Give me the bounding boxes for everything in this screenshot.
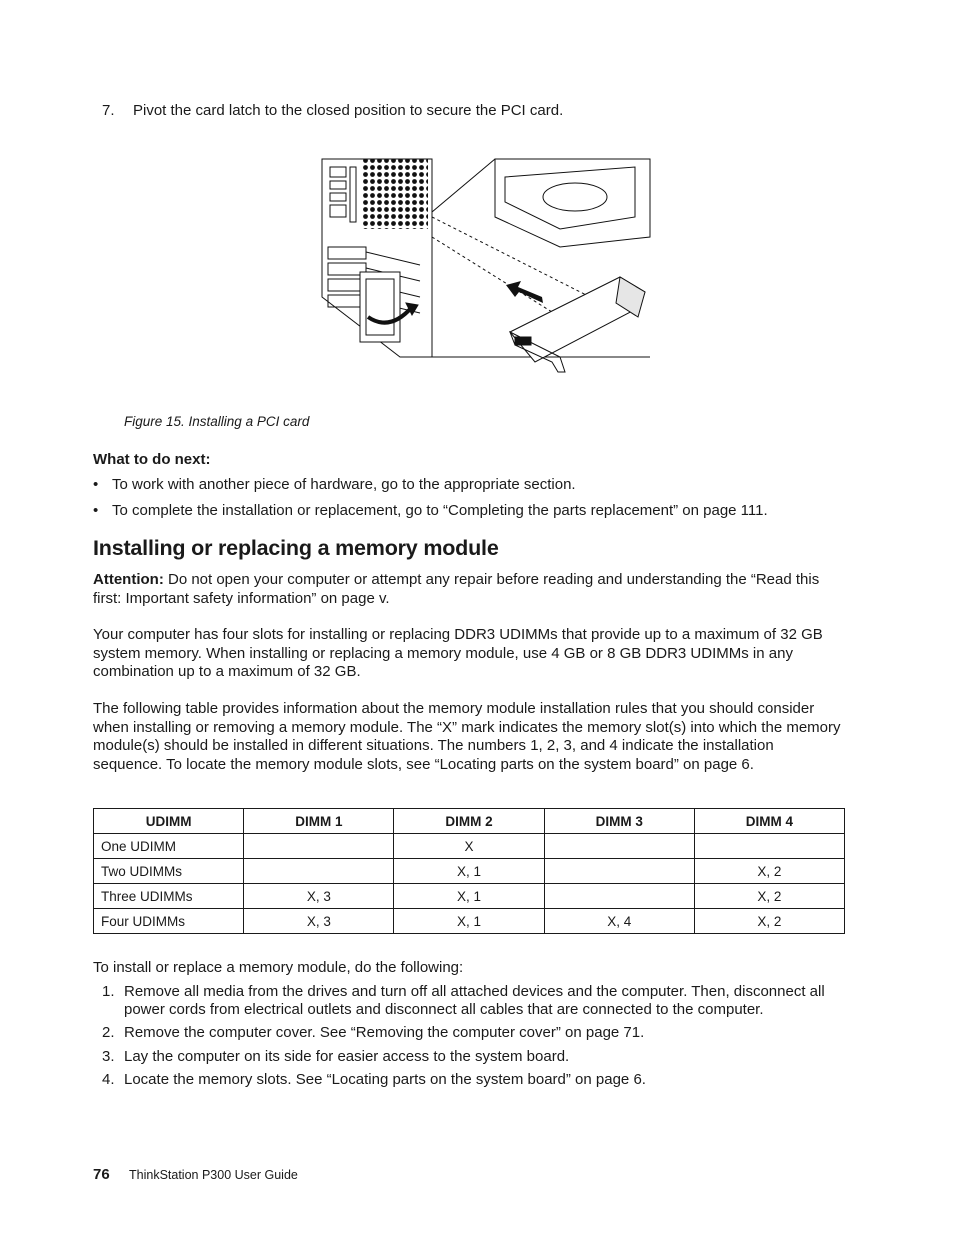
page-number: 76 bbox=[93, 1166, 110, 1183]
table-cell: X, 1 bbox=[394, 884, 544, 909]
attention-text: Do not open your computer or attempt any repair before reading and understanding the “Read this first: Important safety information” on page v. bbox=[93, 571, 820, 607]
next-heading: What to do next: bbox=[93, 451, 211, 468]
table-row bbox=[94, 834, 845, 859]
table-cell: X, 1 bbox=[394, 909, 544, 934]
table-cell: X, 2 bbox=[694, 909, 844, 934]
header-dimm4: DIMM 4 bbox=[694, 809, 844, 834]
step-number: 4. bbox=[102, 1071, 115, 1088]
footer-title: ThinkStation P300 User Guide bbox=[129, 1168, 298, 1182]
table-cell bbox=[544, 834, 694, 859]
pci-card-illustration bbox=[320, 157, 654, 373]
table-cell: Four UDIMMs bbox=[94, 909, 244, 934]
procedure-step bbox=[102, 983, 847, 1018]
header-dimm1: DIMM 1 bbox=[244, 809, 394, 834]
section-title: Installing or replacing a memory module bbox=[93, 536, 499, 560]
table-cell: X bbox=[394, 834, 544, 859]
table-cell: Three UDIMMs bbox=[94, 884, 244, 909]
procedure-step bbox=[102, 1071, 847, 1089]
table-cell: Two UDIMMs bbox=[94, 859, 244, 884]
table-cell: X, 3 bbox=[244, 909, 394, 934]
table-cell: X, 2 bbox=[694, 884, 844, 909]
step-number: 3. bbox=[102, 1047, 115, 1065]
step-text: Lay the computer on its side for easier access to the system board. bbox=[124, 1047, 570, 1065]
header-udimm: UDIMM bbox=[94, 809, 244, 834]
table-row bbox=[94, 859, 845, 884]
table-cell bbox=[544, 884, 694, 909]
table-cell bbox=[244, 859, 394, 884]
table-cell: X, 4 bbox=[544, 909, 694, 934]
table-cell: X, 3 bbox=[244, 884, 394, 909]
figure-caption: Figure 15. Installing a PCI card bbox=[124, 414, 310, 429]
procedure-steps bbox=[102, 983, 847, 1089]
list-item: • To work with another piece of hardware, go to the appropriate section. bbox=[93, 476, 853, 494]
step-text: Remove the computer cover. See “Removing the computer cover” on page 71. bbox=[124, 1024, 645, 1041]
table-cell bbox=[244, 834, 394, 859]
table-header-row bbox=[94, 809, 845, 834]
table-row bbox=[94, 909, 845, 934]
attention-label: Attention: bbox=[93, 571, 164, 588]
table-cell bbox=[694, 834, 844, 859]
paragraph-table-intro: The following table provides information about the memory module installation rules that you should consider when installing or removing a memory module. The “X” mark indicates the memory slot(s) into which the memory module(s) should be installed in different situations. The numbers 1, 2, 3, and 4 indicate the installation sequence. To locate the memory module slots, see “Locating parts on the system board” on page 6. bbox=[93, 700, 841, 773]
step-number: 7. bbox=[102, 102, 115, 119]
table-cell bbox=[544, 859, 694, 884]
table-cell: X, 1 bbox=[394, 859, 544, 884]
step-text: Remove all media from the drives and turn off all attached devices and the computer. Then, disconnect all power cords from electrical outlets and disconnect all cables that are connected to the computer. bbox=[124, 983, 825, 1018]
table-cell: One UDIMM bbox=[94, 834, 244, 859]
list-item: • To complete the installation or replacement, go to “Completing the parts replacement” on page 111. bbox=[93, 502, 853, 520]
next-list bbox=[93, 476, 853, 520]
header-dimm3: DIMM 3 bbox=[544, 809, 694, 834]
table-cell: X, 2 bbox=[694, 859, 844, 884]
step-number: 1. bbox=[102, 983, 115, 1000]
attention-paragraph bbox=[93, 571, 843, 608]
header-dimm2: DIMM 2 bbox=[394, 809, 544, 834]
procedure-step bbox=[102, 1048, 847, 1066]
step-7 bbox=[102, 102, 563, 120]
step-text: Locate the memory slots. See “Locating parts on the system board” on page 6. bbox=[124, 1071, 646, 1088]
table-row bbox=[94, 884, 845, 909]
step-number: 2. bbox=[102, 1024, 115, 1041]
paragraph-memory-slots: Your computer has four slots for installing or replacing DDR3 UDIMMs that provide up to a maximum of 32 GB system memory. When installing or replacing a memory module, use 4 GB or 8 GB DDR3 UDIMMs in any combination up to a maximum of 32 GB. bbox=[93, 626, 823, 680]
procedure-intro: To install or replace a memory module, do the following: bbox=[93, 959, 464, 976]
memory-rules-table bbox=[93, 808, 845, 934]
procedure-step bbox=[102, 1024, 847, 1042]
step-text: Pivot the card latch to the closed position to secure the PCI card. bbox=[133, 102, 564, 119]
